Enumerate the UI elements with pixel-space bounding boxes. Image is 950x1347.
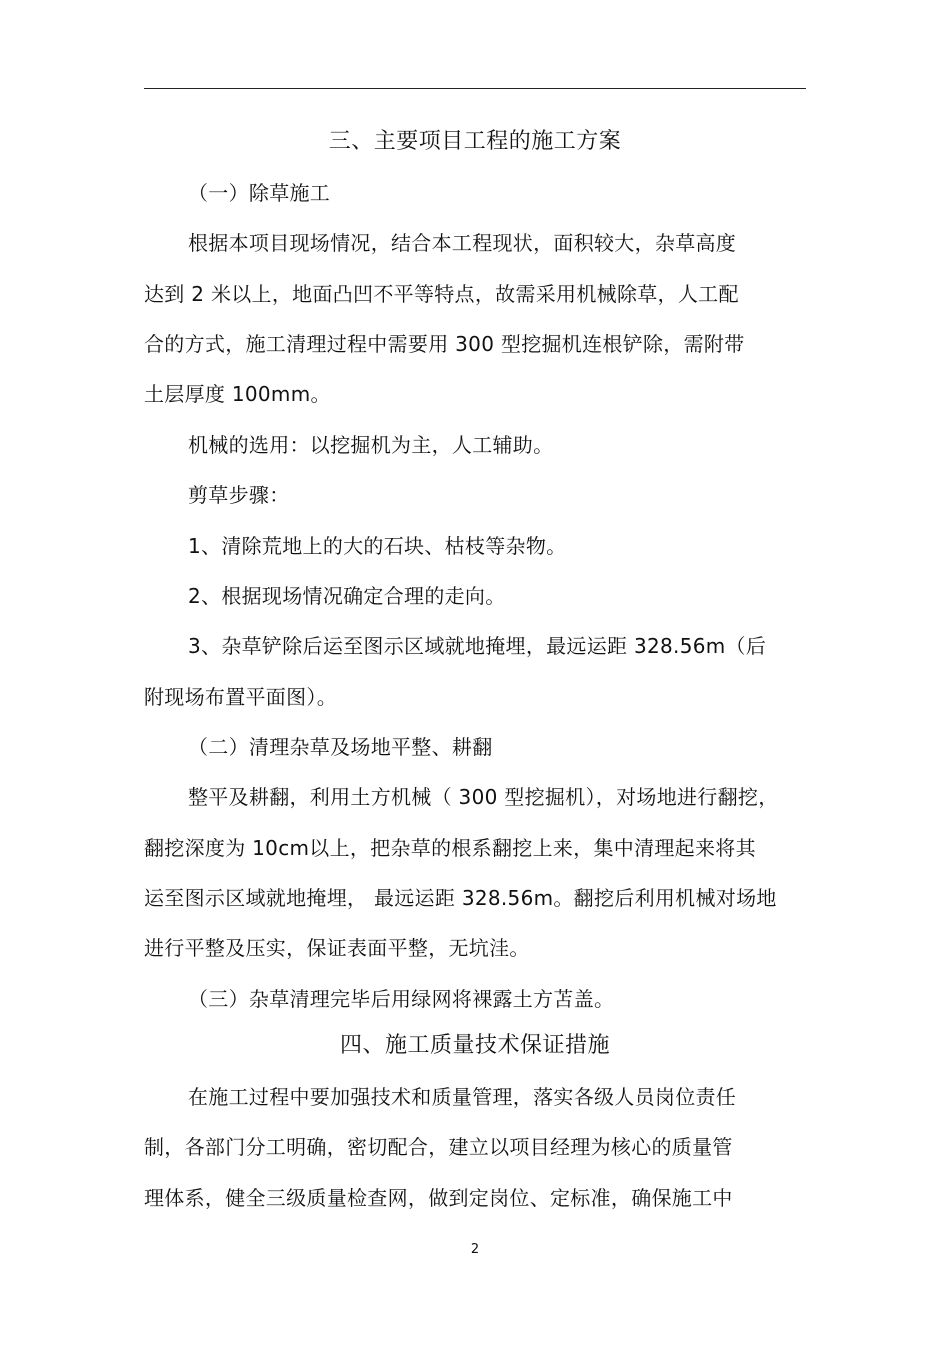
subsection-1-heading: （一）除草施工 <box>188 181 331 205</box>
paragraph-line: 运至图示区域就地掩埋， 最远运距 328.56m。翻挖后利用机械对场地 <box>144 886 777 910</box>
paragraph-line: 整平及耕翻，利用土方机械（ 300 型挖掘机），对场地进行翻挖， <box>188 785 779 809</box>
paragraph-line: 翻挖深度为 10cm以上，把杂草的根系翻挖上来，集中清理起来将其 <box>144 836 756 860</box>
subsection-3-heading: （三）杂草清理完毕后用绿网将裸露土方苫盖。 <box>188 987 615 1011</box>
paragraph-line: 进行平整及压实，保证表面平整，无坑洼。 <box>144 936 530 960</box>
paragraph-line: 合的方式，施工清理过程中需要用 300 型挖掘机连根铲除，需附带 <box>144 332 745 356</box>
paragraph-line: 根据本项目现场情况，结合本工程现状，面积较大，杂草高度 <box>188 231 737 255</box>
list-item-continuation: 附现场布置平面图）。 <box>144 685 337 709</box>
page-number: 2 <box>470 1242 480 1257</box>
paragraph-line: 土层厚度 100mm。 <box>144 382 331 406</box>
machine-selection-text: 机械的选用：以挖掘机为主，人工辅助。 <box>188 433 554 457</box>
paragraph-line: 达到 2 米以上，地面凸凹不平等特点，故需采用机械除草，人工配 <box>144 282 739 306</box>
paragraph-line: 理体系，健全三级质量检查网，做到定岗位、定标准，确保施工中 <box>144 1186 733 1210</box>
header-rule <box>144 88 806 89</box>
list-item: 2、根据现场情况确定合理的走向。 <box>188 584 506 608</box>
subsection-2-heading: （二）清理杂草及场地平整、耕翻 <box>188 735 493 759</box>
steps-label: 剪草步骤： <box>188 483 290 507</box>
list-item: 1、清除荒地上的大的石块、枯枝等杂物。 <box>188 534 567 558</box>
paragraph-line: 在施工过程中要加强技术和质量管理，落实各级人员岗位责任 <box>188 1085 737 1109</box>
section-3-title: 三、主要项目工程的施工方案 <box>328 129 622 154</box>
section-4-title: 四、施工质量技术保证措施 <box>339 1033 610 1058</box>
list-item: 3、杂草铲除后运至图示区域就地掩埋，最远运距 328.56m（后 <box>188 634 767 658</box>
paragraph-line: 制，各部门分工明确，密切配合，建立以项目经理为核心的质量管 <box>144 1135 733 1159</box>
